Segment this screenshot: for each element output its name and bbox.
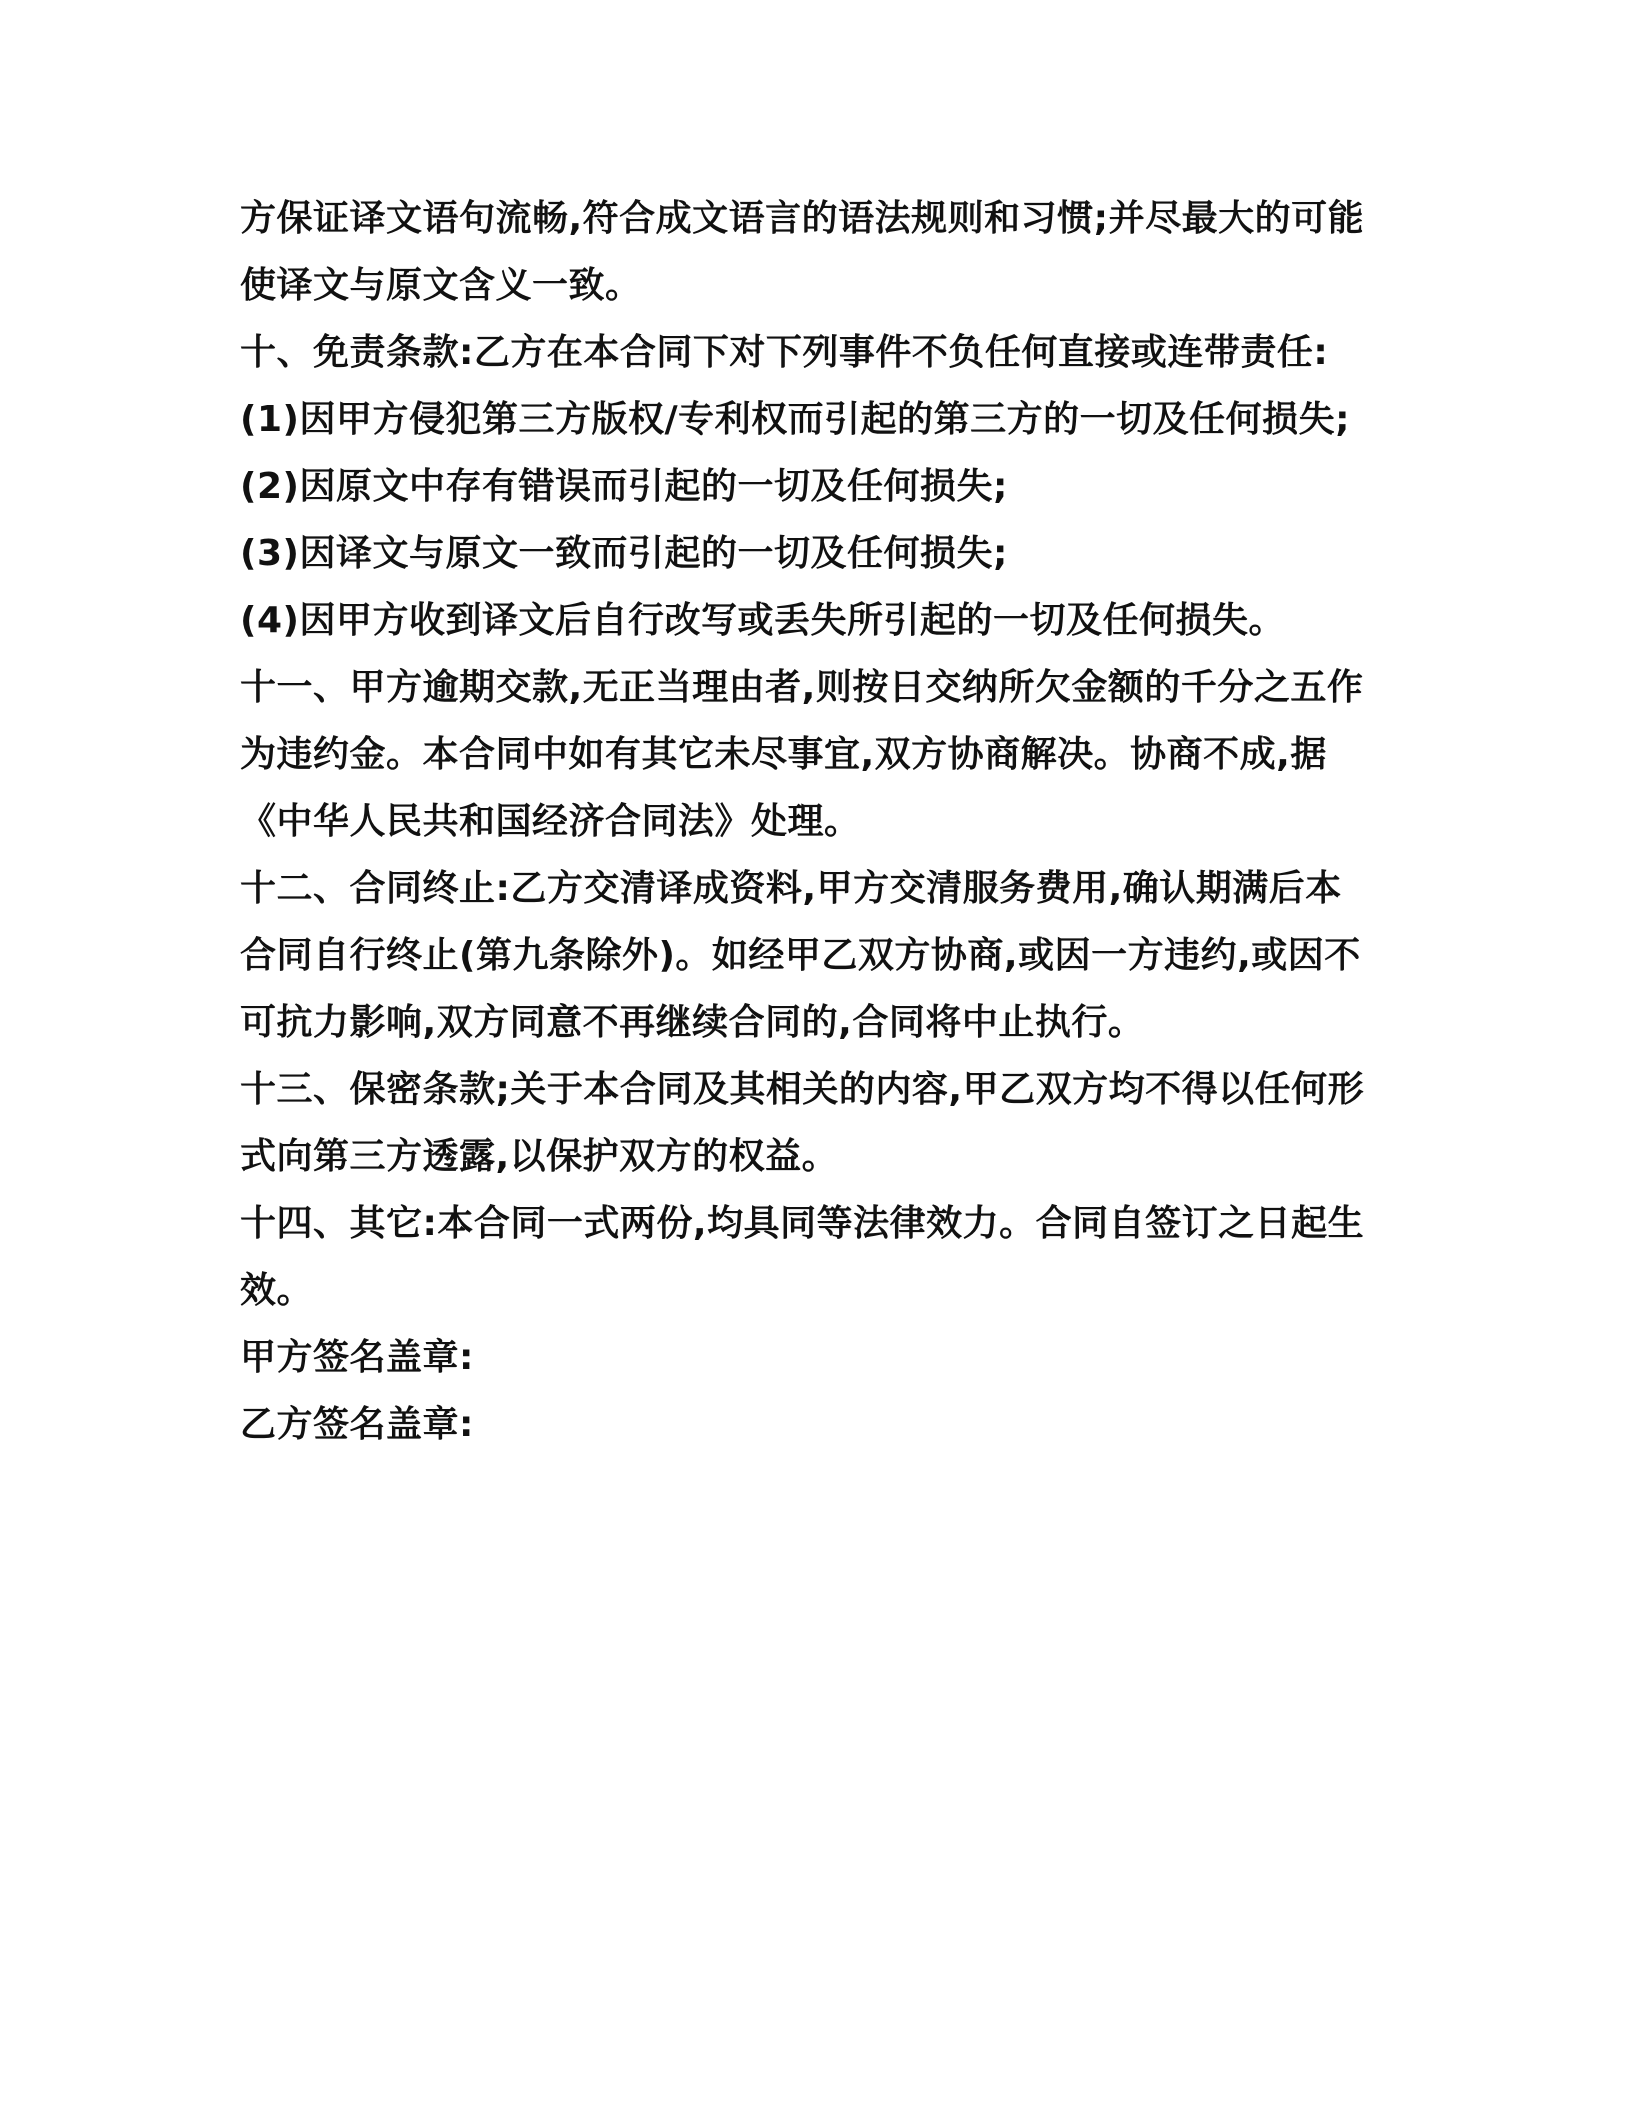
text-line: 方保证译文语句流畅,符合成文语言的语法规则和习惯;并尽最大的可能 [240,198,1365,239]
clause-14-line-2: 效。 [240,1270,314,1311]
clause-11-line-3: 《中华人民共和国经济合同法》处理。 [240,801,861,842]
clause-14-line-1: 十四、其它:本合同一式两份,均具同等法律效力。合同自签订之日起生 [240,1203,1365,1244]
clause-10-item-4: (4)因甲方收到译文后自行改写或丢失所引起的一切及任何损失。 [240,600,1285,641]
party-a-signature-label: 甲方签名盖章: [240,1337,474,1378]
clause-10-heading: 十、免责条款:乙方在本合同下对下列事件不负任何直接或连带责任: [240,332,1329,373]
clause-10-item-2: (2)因原文中存有错误而引起的一切及任何损失; [240,466,1008,507]
clause-10-item-3: (3)因译文与原文一致而引起的一切及任何损失; [240,533,1008,574]
clause-10-item-1: (1)因甲方侵犯第三方版权/专利权而引起的第三方的一切及任何损失; [240,399,1351,440]
clause-12-line-3: 可抗力影响,双方同意不再继续合同的,合同将中止执行。 [240,1002,1145,1043]
clause-11-line-1: 十一、甲方逾期交款,无正当理由者,则按日交纳所欠金额的千分之五作 [240,667,1364,708]
clause-12-line-1: 十二、合同终止:乙方交清译成资料,甲方交清服务费用,确认期满后本 [240,868,1342,909]
clause-12-line-2: 合同自行终止(第九条除外)。如经甲乙双方协商,或因一方违约,或因不 [240,935,1361,976]
text-line: 使译文与原文含义一致。 [240,265,642,306]
contract-text [240,185,1390,1458]
clause-11-line-2: 为违约金。本合同中如有其它未尽事宜,双方协商解决。协商不成,据 [240,734,1327,775]
clause-13-line-2: 式向第三方透露,以保护双方的权益。 [240,1136,839,1177]
clause-13-line-1: 十三、保密条款;关于本合同及其相关的内容,甲乙双方均不得以任何形 [240,1069,1365,1110]
party-b-signature-label: 乙方签名盖章: [240,1404,474,1445]
